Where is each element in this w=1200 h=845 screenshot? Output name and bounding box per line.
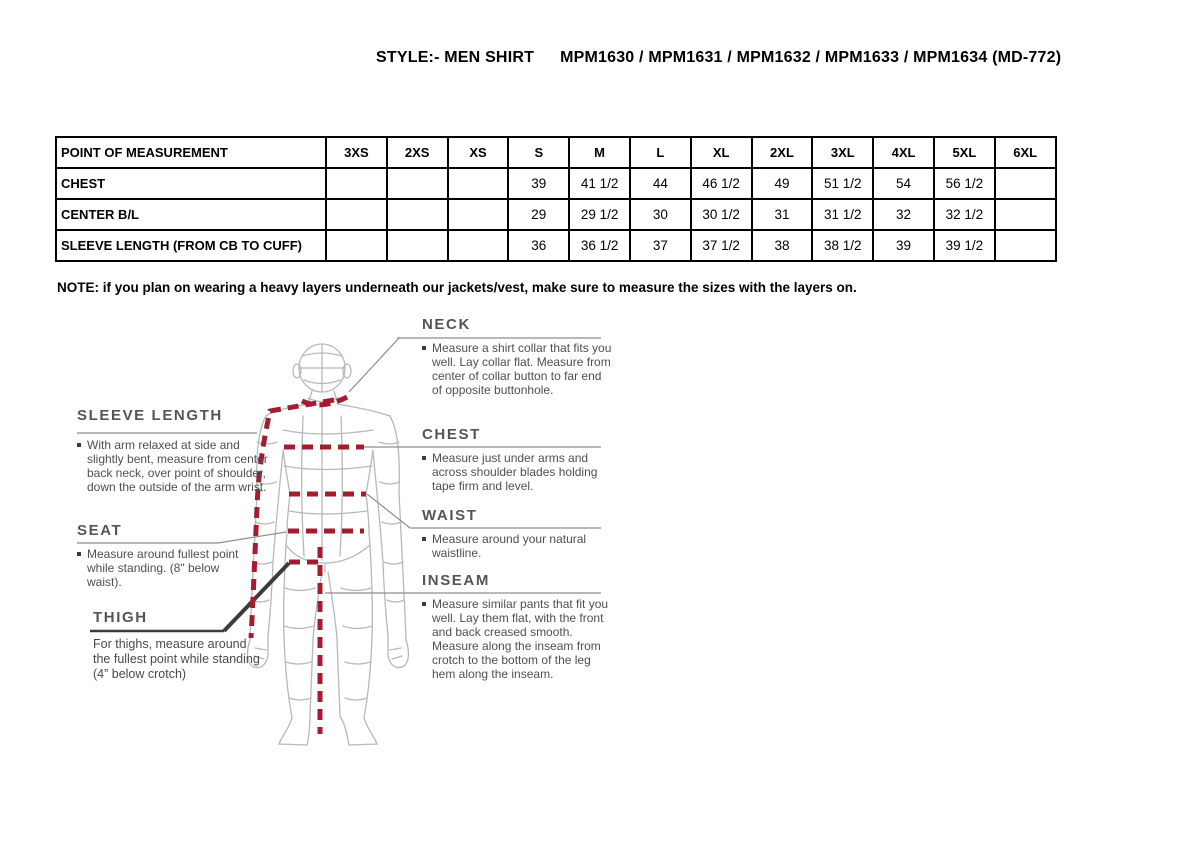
size-value-cell: 30 xyxy=(630,199,691,230)
size-value-cell: 30 1/2 xyxy=(691,199,752,230)
table-row xyxy=(56,230,1056,261)
square-bullet-icon xyxy=(422,456,426,460)
size-value-cell xyxy=(387,230,448,261)
waist-heading: WAIST xyxy=(422,507,478,524)
size-value-cell: 46 1/2 xyxy=(691,168,752,199)
column-header-size: XL xyxy=(691,137,752,168)
size-value-cell xyxy=(448,230,509,261)
column-header-size: 3XS xyxy=(326,137,387,168)
row-label: CHEST xyxy=(56,168,326,199)
neck-description xyxy=(422,341,612,397)
page-title xyxy=(376,49,1061,67)
size-value-cell: 37 xyxy=(630,230,691,261)
size-value-cell: 38 1/2 xyxy=(812,230,873,261)
column-header-size: 2XL xyxy=(752,137,813,168)
size-value-cell: 36 1/2 xyxy=(569,230,630,261)
column-header-size: L xyxy=(630,137,691,168)
size-value-cell xyxy=(995,230,1056,261)
sleeve-measure-line xyxy=(251,400,334,638)
table-row xyxy=(56,199,1056,230)
column-header-size: 5XL xyxy=(934,137,995,168)
size-value-cell xyxy=(387,199,448,230)
neck-measure-line xyxy=(302,395,351,405)
seat-description-text: Measure around fullest point while standing. (8" below waist). xyxy=(87,547,239,589)
size-value-cell: 36 xyxy=(508,230,569,261)
inseam-description-text: Measure similar pants that fit you well. Lay them flat, with the front and back creased smooth. Measure along the inseam from crotch to the bottom of the leg hem along the inseam. xyxy=(432,597,609,681)
note-text: NOTE: if you plan on wearing a heavy layers underneath our jackets/vest, make sure to measure the sizes with the layers on. xyxy=(57,280,857,295)
row-label: SLEEVE LENGTH (FROM CB TO CUFF) xyxy=(56,230,326,261)
size-value-cell: 51 1/2 xyxy=(812,168,873,199)
square-bullet-icon xyxy=(422,346,426,350)
size-value-cell xyxy=(448,199,509,230)
sleeve-length-description-text: With arm relaxed at side and slightly bent, measure from center back neck, over point of shoulder, down the outside of the arm wrist. xyxy=(87,438,268,494)
sleeve-length-heading: SLEEVE LENGTH xyxy=(77,407,223,424)
size-value-cell xyxy=(995,168,1056,199)
size-value-cell: 49 xyxy=(752,168,813,199)
size-value-cell: 29 1/2 xyxy=(569,199,630,230)
size-value-cell: 31 xyxy=(752,199,813,230)
size-value-cell xyxy=(448,168,509,199)
chest-description-text: Measure just under arms and across shoulder blades holding tape firm and level. xyxy=(432,451,598,493)
column-header-size: 6XL xyxy=(995,137,1056,168)
size-value-cell: 39 xyxy=(508,168,569,199)
size-value-cell: 37 1/2 xyxy=(691,230,752,261)
square-bullet-icon xyxy=(77,552,81,556)
size-value-cell xyxy=(387,168,448,199)
size-table-head-row xyxy=(56,137,1056,168)
column-header-size: XS xyxy=(448,137,509,168)
size-value-cell: 39 xyxy=(873,230,934,261)
chest-heading: CHEST xyxy=(422,426,481,443)
column-header-size: 4XL xyxy=(873,137,934,168)
size-value-cell: 29 xyxy=(508,199,569,230)
waist-description-text: Measure around your natural waistline. xyxy=(432,532,587,560)
body-wireframe xyxy=(248,344,409,745)
size-table-body xyxy=(56,168,1056,261)
seat-description xyxy=(77,547,257,589)
size-value-cell: 39 1/2 xyxy=(934,230,995,261)
seat-heading: SEAT xyxy=(77,522,123,539)
inseam-heading: INSEAM xyxy=(422,572,490,589)
sleeve-length-description xyxy=(77,438,272,494)
waist-description xyxy=(422,532,612,560)
size-value-cell xyxy=(326,230,387,261)
neck-heading: NECK xyxy=(422,316,471,333)
row-label: CENTER B/L xyxy=(56,199,326,230)
size-value-cell xyxy=(995,199,1056,230)
column-header-size: 3XL xyxy=(812,137,873,168)
size-value-cell xyxy=(326,168,387,199)
size-value-cell: 32 1/2 xyxy=(934,199,995,230)
size-value-cell: 38 xyxy=(752,230,813,261)
title-style-codes: MPM1630 / MPM1631 / MPM1632 / MPM1633 / MPM1634 (MD-772) xyxy=(560,49,1062,66)
size-value-cell: 32 xyxy=(873,199,934,230)
size-value-cell: 31 1/2 xyxy=(812,199,873,230)
square-bullet-icon xyxy=(422,537,426,541)
square-bullet-icon xyxy=(77,443,81,447)
column-header-size: 2XS xyxy=(387,137,448,168)
column-header-size: M xyxy=(569,137,630,168)
thigh-heading: THIGH xyxy=(93,609,148,626)
size-value-cell: 41 1/2 xyxy=(569,168,630,199)
column-header-size: S xyxy=(508,137,569,168)
inseam-description xyxy=(422,597,617,681)
neck-description-text: Measure a shirt collar that fits you well. Lay collar flat. Measure from center of collar button to far end of opposite buttonhole. xyxy=(432,341,612,397)
chest-description xyxy=(422,451,612,493)
size-table xyxy=(55,136,1057,262)
thigh-description: For thighs, measure around the fullest point while standing (4” below crotch) xyxy=(93,637,260,681)
size-value-cell: 54 xyxy=(873,168,934,199)
title-style-label: STYLE:- MEN SHIRT xyxy=(376,49,535,66)
table-row xyxy=(56,168,1056,199)
size-value-cell: 44 xyxy=(630,168,691,199)
size-value-cell: 56 1/2 xyxy=(934,168,995,199)
column-header-point-of-measurement: POINT OF MEASUREMENT xyxy=(56,137,326,168)
square-bullet-icon xyxy=(422,602,426,606)
size-value-cell xyxy=(326,199,387,230)
